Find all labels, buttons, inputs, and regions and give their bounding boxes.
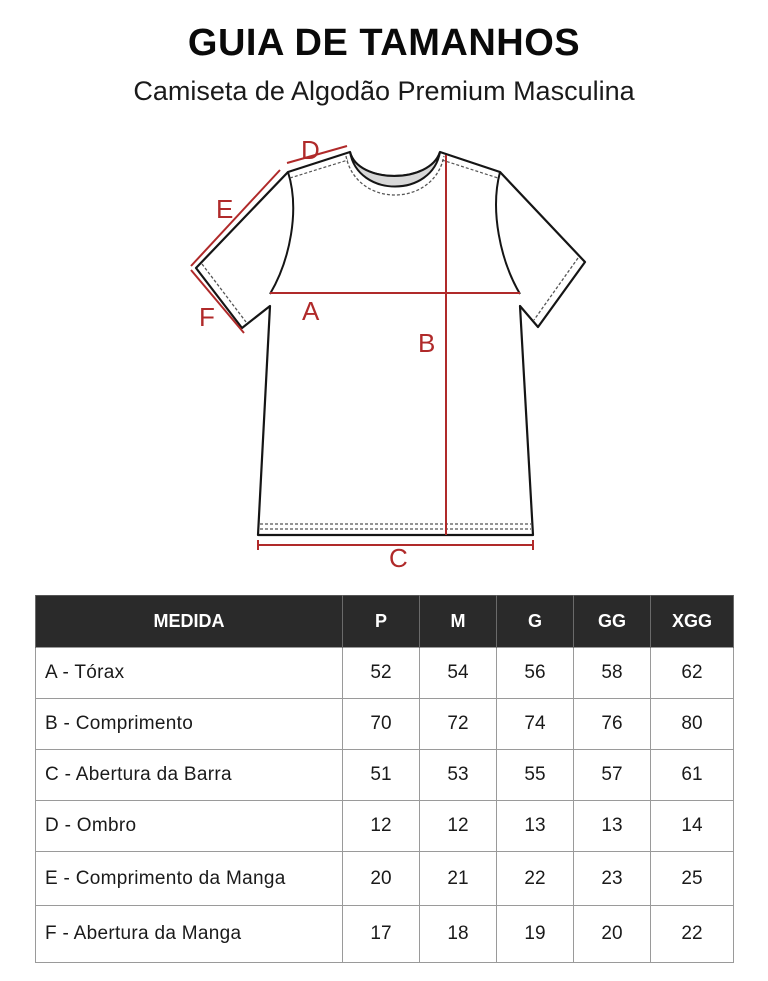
- cell-value: 19: [497, 906, 574, 963]
- cell-value: 53: [420, 750, 497, 801]
- header-size-p: P: [343, 596, 420, 648]
- measure-label-b: B: [418, 328, 436, 358]
- header-size-m: M: [420, 596, 497, 648]
- row-label: B - Comprimento: [36, 699, 343, 750]
- measure-label-f: F: [199, 302, 215, 332]
- cell-value: 13: [497, 801, 574, 852]
- table-row: [36, 801, 734, 852]
- cell-value: 74: [497, 699, 574, 750]
- measure-label-d: D: [301, 135, 320, 165]
- table-row: [36, 699, 734, 750]
- cell-value: 55: [497, 750, 574, 801]
- row-label: D - Ombro: [36, 801, 343, 852]
- table-row: [36, 648, 734, 699]
- measure-label-e: E: [216, 194, 234, 224]
- cell-value: 57: [574, 750, 651, 801]
- cell-value: 51: [343, 750, 420, 801]
- cell-value: 61: [651, 750, 734, 801]
- cell-value: 62: [651, 648, 734, 699]
- cell-value: 18: [420, 906, 497, 963]
- cell-value: 22: [651, 906, 734, 963]
- tshirt-outline: [196, 152, 585, 535]
- row-label: A - Tórax: [36, 648, 343, 699]
- cell-value: 58: [574, 648, 651, 699]
- cell-value: 14: [651, 801, 734, 852]
- table-row: [36, 906, 734, 963]
- cell-value: 52: [343, 648, 420, 699]
- row-label: F - Abertura da Manga: [36, 906, 343, 963]
- cell-value: 23: [574, 852, 651, 906]
- cell-value: 13: [574, 801, 651, 852]
- cell-value: 25: [651, 852, 734, 906]
- page-subtitle: Camiseta de Algodão Premium Masculina: [133, 76, 635, 106]
- measure-label-c: C: [389, 543, 408, 573]
- cell-value: 12: [343, 801, 420, 852]
- header-size-gg: GG: [574, 596, 651, 648]
- cell-value: 20: [343, 852, 420, 906]
- header-size-g: G: [497, 596, 574, 648]
- table-row: [36, 750, 734, 801]
- header-size-xgg: XGG: [651, 596, 734, 648]
- table-header-row: [36, 596, 734, 648]
- cell-value: 22: [497, 852, 574, 906]
- cell-value: 56: [497, 648, 574, 699]
- cell-value: 80: [651, 699, 734, 750]
- cell-value: 12: [420, 801, 497, 852]
- cell-value: 20: [574, 906, 651, 963]
- cell-value: 21: [420, 852, 497, 906]
- row-label: C - Abertura da Barra: [36, 750, 343, 801]
- table-row: [36, 852, 734, 906]
- size-table: [35, 595, 734, 963]
- row-label: E - Comprimento da Manga: [36, 852, 343, 906]
- cell-value: 17: [343, 906, 420, 963]
- measure-label-a: A: [302, 296, 320, 326]
- header-measure: MEDIDA: [36, 596, 343, 648]
- cell-value: 70: [343, 699, 420, 750]
- cell-value: 54: [420, 648, 497, 699]
- page-title: GUIA DE TAMANHOS: [187, 22, 581, 64]
- cell-value: 72: [420, 699, 497, 750]
- cell-value: 76: [574, 699, 651, 750]
